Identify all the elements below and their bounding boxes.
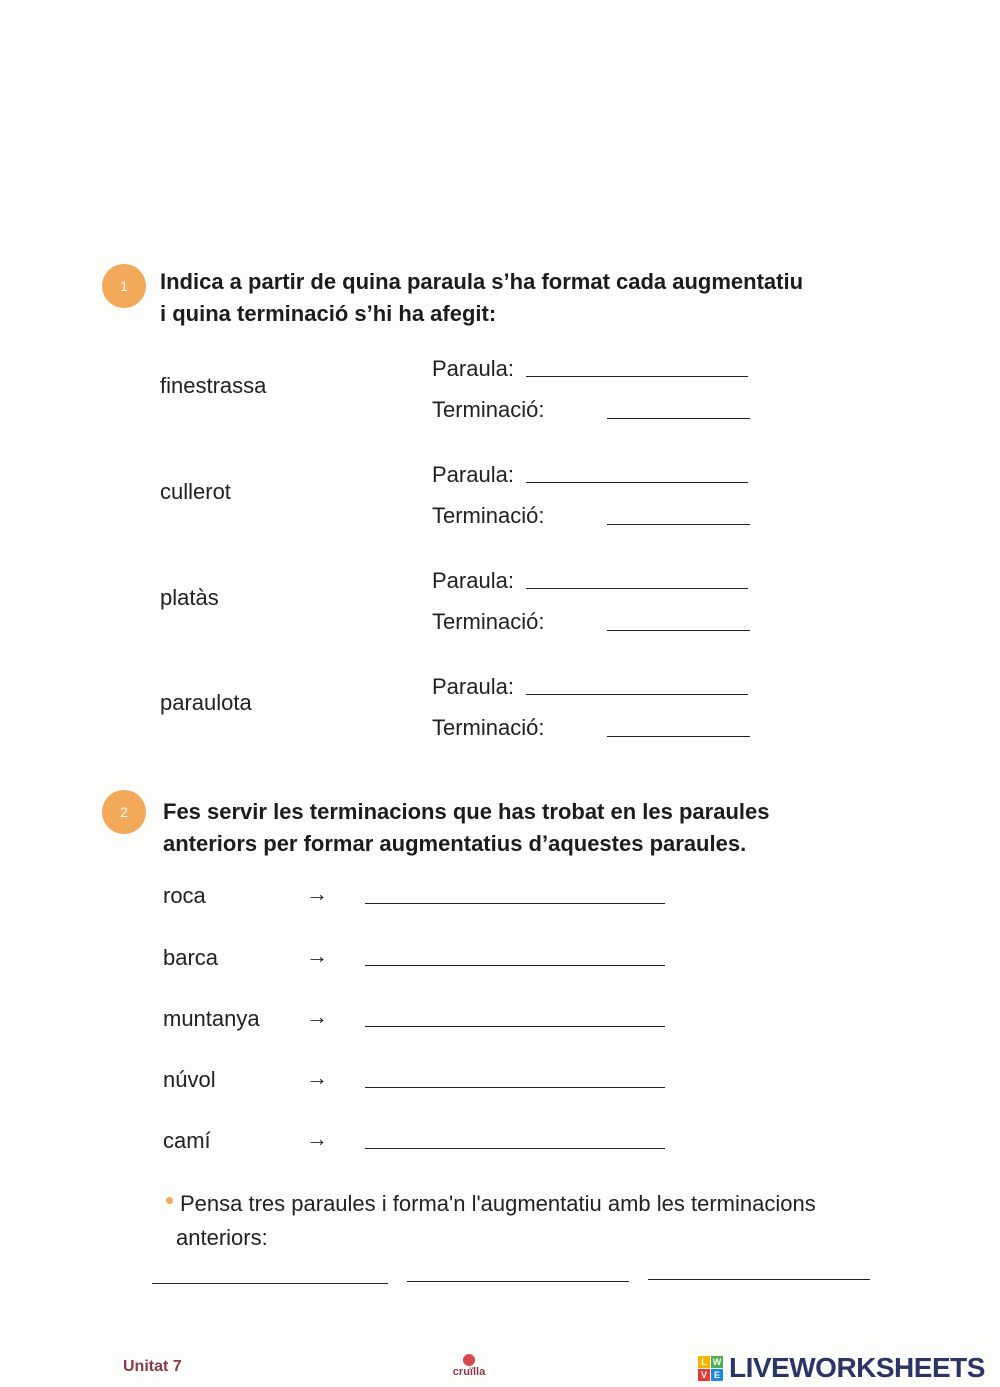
augmentative-answer-line[interactable] bbox=[365, 1026, 665, 1027]
arrow-icon: → bbox=[306, 881, 328, 906]
exercise-1-instruction bbox=[160, 266, 880, 330]
exercise-2-word: núvol bbox=[163, 1067, 216, 1092]
terminacio-label: Terminació: bbox=[432, 609, 545, 634]
arrow-icon: → bbox=[306, 1004, 328, 1029]
exercise-2-number: 2 bbox=[102, 790, 146, 834]
paraula-answer-line[interactable] bbox=[526, 482, 748, 483]
augmentative-answer-line[interactable] bbox=[365, 1087, 665, 1088]
exercise-2-word: barca bbox=[163, 945, 219, 970]
terminacio-label: Terminació: bbox=[432, 503, 545, 528]
free-answer-line[interactable] bbox=[648, 1279, 870, 1280]
exercise-1-number: 1 bbox=[102, 264, 146, 308]
paraula-label: Paraula: bbox=[432, 568, 514, 593]
terminacio-answer-line[interactable] bbox=[607, 736, 750, 737]
bullet-icon bbox=[166, 1197, 173, 1204]
exercise-1-word: cullerot bbox=[160, 479, 231, 504]
logo-tile: V bbox=[698, 1369, 710, 1381]
exercise-2-instruction-line1: Fes servir les terminacions que has trobat en les paraules bbox=[163, 799, 770, 824]
exercise-1-word: paraulota bbox=[160, 690, 252, 715]
terminacio-answer-line[interactable] bbox=[607, 630, 750, 631]
paraula-answer-line[interactable] bbox=[526, 694, 748, 695]
arrow-icon: → bbox=[306, 1065, 328, 1090]
paraula-label: Paraula: bbox=[432, 356, 514, 381]
augmentative-answer-line[interactable] bbox=[365, 1148, 665, 1149]
arrow-icon: → bbox=[306, 943, 328, 968]
exercise-2-word: roca bbox=[163, 883, 206, 908]
bullet-note-line1: Pensa tres paraules i forma'n l'augmentatiu amb les terminacions bbox=[180, 1191, 816, 1216]
unit-label: Unitat 7 bbox=[123, 1358, 182, 1375]
liveworksheets-logo-text: LIVEWORKSHEETS bbox=[729, 1352, 985, 1383]
paraula-answer-line[interactable] bbox=[526, 588, 748, 589]
paraula-answer-line[interactable] bbox=[526, 376, 748, 377]
exercise-2-instruction-line2: anteriors per formar augmentatius d’aquestes paraules. bbox=[163, 831, 747, 856]
augmentative-answer-line[interactable] bbox=[365, 965, 665, 966]
exercise-1-instruction-line1: Indica a partir de quina paraula s’ha format cada augmentatiu bbox=[160, 269, 804, 294]
free-answer-line[interactable] bbox=[407, 1281, 629, 1282]
bullet-note-line2: anteriors: bbox=[176, 1225, 268, 1250]
terminacio-answer-line[interactable] bbox=[607, 524, 750, 525]
exercise-2-word: camí bbox=[163, 1128, 211, 1153]
publisher-logo bbox=[452, 1354, 486, 1378]
exercise-1-instruction-line2: i quina terminació s’hi ha afegit: bbox=[160, 301, 497, 326]
bullet-note bbox=[176, 1187, 880, 1255]
logo-tile: W bbox=[712, 1356, 722, 1367]
exercise-2-instruction bbox=[163, 796, 883, 860]
publisher-logo-dot bbox=[463, 1354, 475, 1366]
terminacio-answer-line[interactable] bbox=[607, 418, 750, 419]
liveworksheets-logo-icon bbox=[698, 1356, 723, 1381]
exercise-2-word: muntanya bbox=[163, 1006, 260, 1031]
logo-tile: L bbox=[698, 1356, 710, 1368]
free-answer-line[interactable] bbox=[152, 1283, 388, 1284]
logo-tile: E bbox=[711, 1369, 723, 1381]
exercise-1-word: platàs bbox=[160, 585, 219, 610]
liveworksheets-logo[interactable] bbox=[698, 1352, 985, 1384]
publisher-logo-text: cruïlla bbox=[452, 1366, 486, 1378]
exercise-1-word: finestrassa bbox=[160, 373, 267, 398]
paraula-label: Paraula: bbox=[432, 462, 514, 487]
terminacio-label: Terminació: bbox=[432, 715, 545, 740]
arrow-icon: → bbox=[306, 1126, 328, 1151]
paraula-label: Paraula: bbox=[432, 674, 514, 699]
augmentative-answer-line[interactable] bbox=[365, 903, 665, 904]
terminacio-label: Terminació: bbox=[432, 397, 545, 422]
